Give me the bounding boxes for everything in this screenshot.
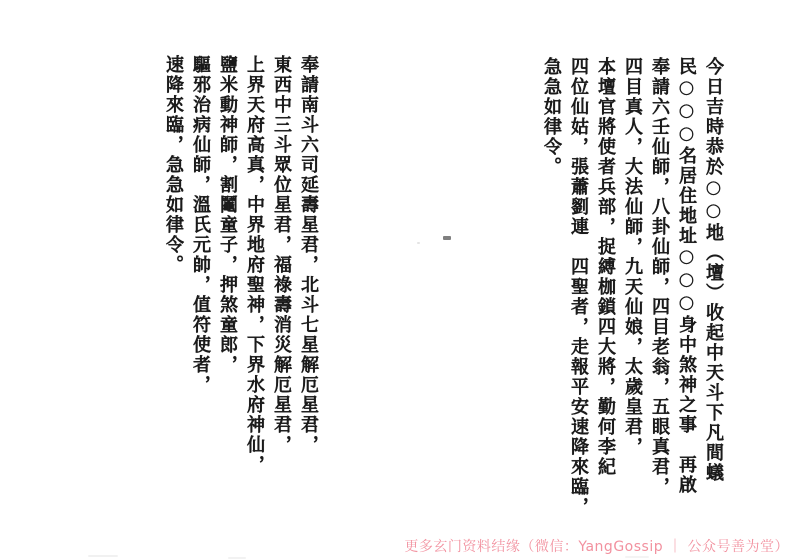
left-page-column-4: 鹽米動神師，割鬮童子，押煞童郎， xyxy=(217,55,238,375)
scan-noise-dash xyxy=(625,556,649,558)
right-page-column-6: 四位仙姑，張蕭劉連 四聖者，走報平安速降來臨， xyxy=(568,57,589,517)
right-page-text-block xyxy=(501,57,729,539)
scan-artifact-speck xyxy=(443,236,451,240)
right-page-column-2: 民○○○名居住地址○○○身中煞神之事 再啟 xyxy=(676,57,697,495)
scan-artifact-speck xyxy=(417,242,420,244)
left-page-column-1: 奉請南斗六司延壽星君，北斗七星解厄星君， xyxy=(298,55,319,455)
left-page-column-2: 東西中三斗眾位星君，福祿壽消災解厄星君， xyxy=(271,55,292,455)
right-page-column-5: 本壇官將使者兵部，捉縛枷鎖四大將，勤何李紀 xyxy=(595,57,616,477)
left-page-text-block xyxy=(128,55,324,533)
right-page-column-7: 急急如律令。 xyxy=(541,57,562,177)
right-page-column-4: 四目真人，大法仙師，九天仙娘，太歲皇君， xyxy=(622,57,643,457)
watermark-text: 更多玄门资料结缘（微信：YangGossip ｜ 公众号善为堂） xyxy=(404,539,789,555)
left-page-column-3: 上界天府高真，中界地府聖神，下界水府神仙， xyxy=(244,55,265,475)
scan-noise-dash xyxy=(88,555,118,557)
right-page-column-3: 奉請六壬仙師，八卦仙師，四目老翁，五眼真君， xyxy=(649,57,670,497)
left-page-column-5: 驅邪治病仙師，溫氏元帥，值符使者， xyxy=(190,55,211,395)
left-page-column-6: 速降來臨，急急如律令。 xyxy=(163,55,184,275)
scan-noise-dash xyxy=(228,557,246,559)
right-page-column-1: 今日吉時恭於○○地（壇）收起中天斗下凡間蟻 xyxy=(703,57,724,483)
